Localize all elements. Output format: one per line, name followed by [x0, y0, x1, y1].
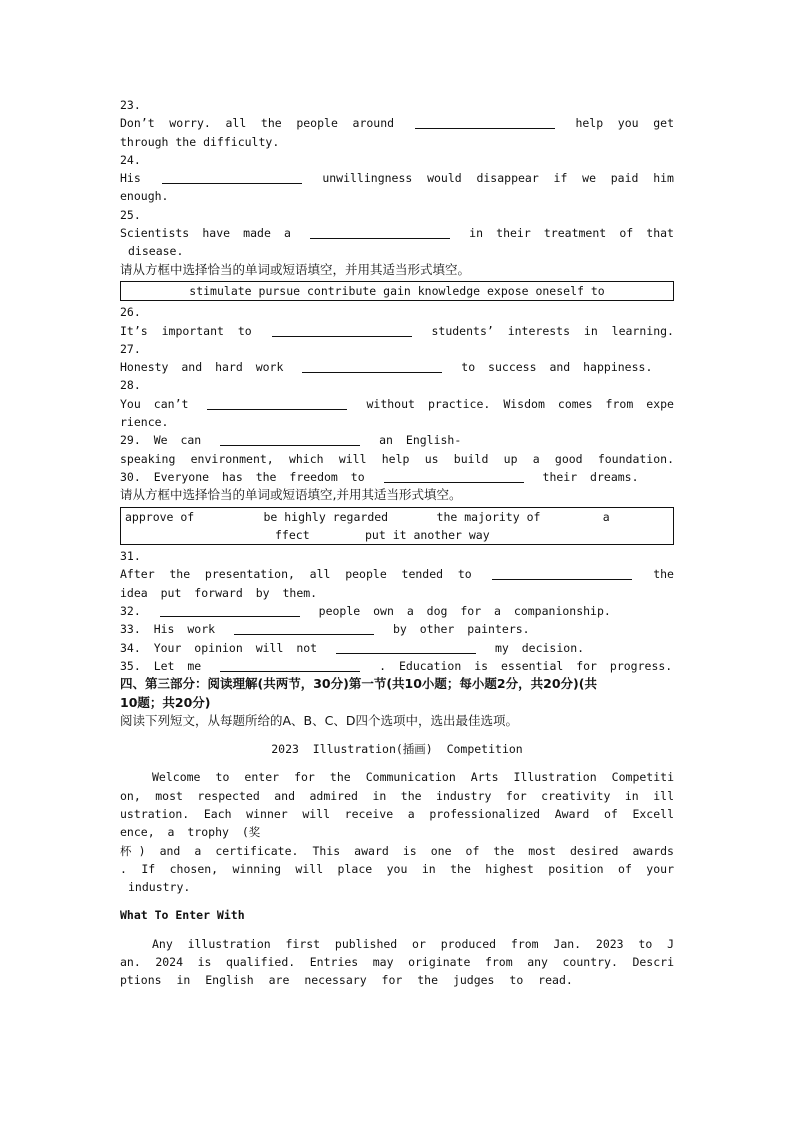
q29-continuation: speaking environment, which will help us build up a good foundation. — [120, 451, 674, 466]
q23-text-before: Don’t worry. all the people around — [120, 116, 395, 131]
p2-line-3: ptions in English are necessary for the judges to read. — [120, 973, 573, 988]
q26-line — [120, 322, 674, 340]
q31-number: 31. — [120, 549, 141, 564]
q24-text-after: unwillingness would disappear if we paid him — [322, 171, 674, 186]
passage-title: 2023 Illustration(插画) Competition — [271, 742, 523, 757]
q32-line — [120, 602, 674, 620]
q31-continuation: idea put forward by them. — [120, 585, 318, 600]
q29-blank[interactable] — [220, 433, 360, 446]
instruction-word-box-1: 请从方框中选择恰当的单词或短语填空，并用其适当形式填空。 — [120, 261, 471, 277]
q25-continuation: disease. — [128, 244, 184, 259]
q25-number: 25. — [120, 207, 141, 222]
q29-line — [120, 431, 674, 449]
q35-line — [120, 657, 674, 675]
q26-text-after: students’ interests in learning. — [431, 323, 674, 338]
q23-text-after: help you get — [575, 116, 674, 131]
p1-line-5: 杯) and a certificate. This award is one of the most desired awards — [120, 843, 674, 858]
word-box-2-line-2: ffect put it another way — [275, 527, 490, 542]
q32-text-before: 32. — [120, 604, 141, 619]
word-box-1 — [120, 281, 674, 301]
q29-text-after: an English- — [379, 433, 462, 448]
q33-text-before: 33. His work — [120, 622, 216, 637]
q34-line — [120, 639, 674, 657]
q23-number: 23. — [120, 98, 141, 112]
section-heading-line-2: 10题；共20分) — [120, 694, 211, 710]
q31-text-after: the — [653, 567, 674, 582]
q30-text-after: their dreams. — [542, 469, 639, 484]
q24-blank[interactable] — [162, 171, 302, 184]
q34-text-after: my decision. — [494, 640, 585, 655]
worksheet-page — [120, 96, 674, 990]
q26-text-before: It’s important to — [120, 323, 252, 338]
q33-text-after: by other painters. — [392, 622, 530, 637]
q27-number: 27. — [120, 341, 141, 356]
q32-text-after: people own a dog for a companionship. — [318, 604, 611, 619]
q24-number: 24. — [120, 152, 141, 167]
q34-blank[interactable] — [336, 641, 476, 654]
q34-text-before: 34. Your opinion will not — [120, 640, 318, 655]
q25-text-before: Scientists have made a — [120, 226, 291, 241]
p2-line-1: Any illustration first published or produced from Jan. 2023 to J — [152, 936, 674, 951]
q28-continuation: rience. — [120, 415, 169, 430]
q31-line — [120, 565, 674, 583]
word-box-2 — [120, 507, 674, 546]
q29-text-before: 29. We can — [120, 433, 202, 448]
q25-blank[interactable] — [310, 226, 450, 239]
q24-continuation: enough. — [120, 189, 169, 204]
q33-line — [120, 620, 674, 638]
q28-number: 28. — [120, 378, 141, 393]
q27-blank[interactable] — [302, 360, 442, 373]
q31-blank[interactable] — [492, 567, 632, 580]
word-box-1-words: stimulate pursue contribute gain knowledge expose oneself to — [189, 283, 605, 298]
p1-line-6: . If chosen, winning will place you in the highest position of your — [120, 861, 674, 876]
section-heading-line-1: 四、第三部分：阅读理解(共两节，30分)第一节(共10小题；每小题2分，共20分)(共 — [120, 676, 597, 692]
q24-line — [120, 169, 674, 187]
q23-line — [120, 114, 674, 132]
p1-line-7: industry. — [128, 880, 191, 895]
q35-text-after: . Education is essential for progress. — [379, 658, 673, 673]
q30-text-before: 30. Everyone has the freedom to — [120, 469, 365, 484]
instruction-word-box-2: 请从方框中选择恰当的单词或短语填空,并用其适当形式填空。 — [120, 487, 462, 503]
q30-line — [120, 468, 674, 486]
q23-blank[interactable] — [415, 116, 555, 129]
q27-line — [120, 358, 674, 376]
q35-text-before: 35. Let me — [120, 658, 202, 673]
q31-text-before: After the presentation, all people tended to — [120, 567, 472, 582]
q35-blank[interactable] — [220, 659, 360, 672]
q32-blank[interactable] — [160, 604, 300, 617]
q28-blank[interactable] — [207, 397, 347, 410]
q25-line — [120, 224, 674, 242]
q28-text-before: You can’t — [120, 396, 189, 411]
q27-text-before: Honesty and hard work — [120, 360, 284, 375]
p1-line-4: ence, a trophy (奖 — [120, 825, 261, 840]
q25-text-after: in their treatment of that — [469, 226, 674, 241]
q33-blank[interactable] — [234, 622, 374, 635]
q23-continuation: through the difficulty. — [120, 134, 280, 149]
p1-line-3: ustration. Each winner will receive a professionalized Award of Excell — [120, 806, 674, 821]
p1-line-1: Welcome to enter for the Communication Arts Illustration Competiti — [152, 770, 674, 785]
word-box-2-line-1: approve of be highly regarded the majority of a — [125, 509, 610, 524]
q27-text-after: to success and happiness. — [461, 360, 653, 375]
q28-line — [120, 395, 674, 413]
q24-text-before: His — [120, 171, 141, 186]
q26-number: 26. — [120, 305, 141, 320]
q30-blank[interactable] — [384, 470, 524, 483]
p1-line-2: on, most respected and admired in the industry for creativity in ill — [120, 788, 674, 803]
q26-blank[interactable] — [272, 324, 412, 337]
reading-instruction: 阅读下列短文，从每题所给的A、B、C、D四个选项中，选出最佳选项。 — [120, 712, 518, 728]
q28-text-after: without practice. Wisdom comes from expe — [366, 396, 674, 411]
what-to-enter-heading: What To Enter With — [120, 908, 245, 923]
p2-line-2: an. 2024 is qualified. Entries may originate from any country. Descri — [120, 955, 674, 970]
